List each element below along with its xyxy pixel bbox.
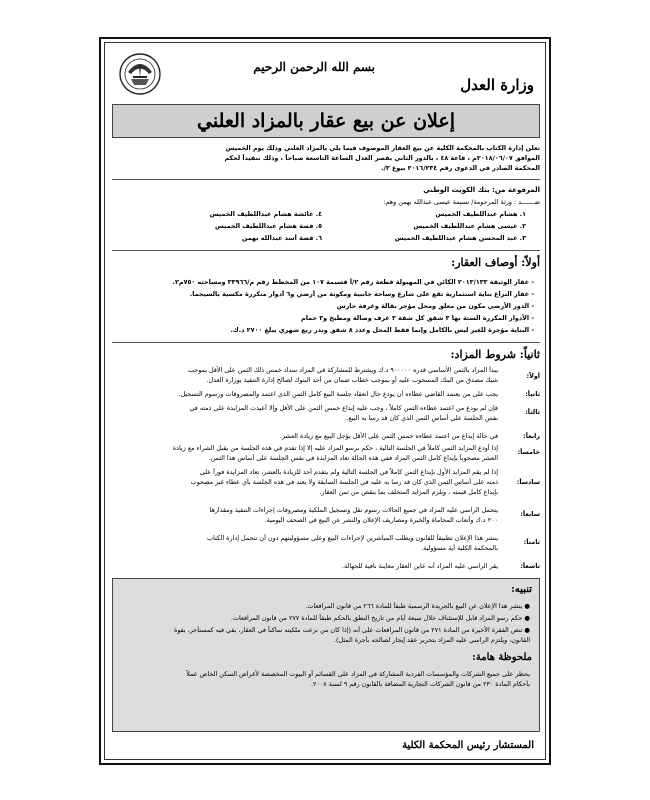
condition-text: بالمحكمة الكلية أية مسؤولية. xyxy=(421,544,498,552)
condition-text: إذا أودع المزايد الثمن كاملاً في الجلسة التالية ، حكم برسو المزاد عليه إلا إذا تقدم في هذه الجلسة من يقبل الشراء مع زيادة xyxy=(172,444,498,452)
heir-item: ١. هشام عبداللطيف الخميس xyxy=(435,210,526,218)
heir-item: ٣. عبد المحسن هشام عبداللطيف الخميس xyxy=(394,234,526,242)
notice-item: ● حكم رسو المزاد قابل للإستئناف خلال سبعة أيام من تاريخ النطق بالحكم طبقاً للمادة ٢٧٧ من قانون المرافعات. xyxy=(230,614,530,622)
description-item: - عقار الوثيقة ٢٠١٣/١٣٣ الكائن في المهبولة قطعة رقم ٢/أ قسيمة ١٠٧ من المخطط رقم م/٣٣٩٦٦ ومساحته ٧٥٠م٢. xyxy=(172,278,534,286)
condition-text: نفس الجلسة على أساس الثمن الذي كان قد رسا به البيع. xyxy=(346,414,498,422)
announcement-title: إعلان عن بيع عقار بالمزاد العلني xyxy=(197,110,455,132)
descriptions-heading: أولاً: أوصاف العقار: xyxy=(451,256,540,269)
condition-label: ثالثاً: xyxy=(525,408,540,416)
condition-label: رابعاً: xyxy=(523,432,540,440)
plaintiff: المرفوعة من: بنك الكويت الوطني xyxy=(423,186,540,194)
condition-label: ثانياً: xyxy=(525,390,540,398)
note-line: يحظر على جميع الشركات والمؤسسات الفردية المشاركة في المزاد على القسائم أو البيوت المخصصة لأغراض السكن الخاص عملاً xyxy=(186,670,530,678)
heir-item: ٦. فضة أسد عبدالله بهمن xyxy=(241,234,322,242)
condition-label: تاسعاً: xyxy=(520,562,540,570)
basmala: بسم الله الرحمن الرحيم xyxy=(253,60,375,74)
note-line: بأحكام المادة ٢٣٠ من قانون الشركات التجارية المضافة بالقانون رقم ٩ لسنة ٢٠٠٨. xyxy=(310,680,530,688)
notice-heading: تنبيه: xyxy=(511,584,532,595)
condition-text: إذا لم يقم المزايد الأول بإيداع الثمن كاملاً في الجلسة التالية ولم يتقدم أحد للزيادة بالعشر، تعاد المزايدة فوراً على xyxy=(199,468,498,476)
condition-text: يتحمل الراسي عليه المزاد في جميع الحالات رسوم نقل وتسجيل الملكية ومصروفات إجراءات التنفيذ ومقدارها xyxy=(209,506,498,514)
notice-item: ● ينشر هذا الإعلان عن البيع بالجريدة الرسمية طبقاً للمادة ٢٦٦ من قانون المرافعات. xyxy=(305,602,530,610)
condition-text: يجب على من يعتمد القاضي عطاءه أن يودع حال انعقاد جلسة البيع كامل الثمن الذي اعتمد والمصروفات ورسوم التسجيل. xyxy=(178,390,498,398)
condition-label: خامساً: xyxy=(517,448,540,456)
announcement-title-bar xyxy=(112,104,540,138)
divider xyxy=(112,179,540,180)
notice-item: القانون، ويلتزم الراسي عليه المزاد بتحرير عقد إيجار لصالحه بأجرة المثل). xyxy=(334,636,530,644)
condition-text: العشر مصحوباً بإيداع كامل الثمن المزاد ففي هذه الحالة تعاد المزايدة في نفس الجلسة على أساس هذا الثمن. xyxy=(208,454,498,462)
intro-line: الموافق ٢٠١٨/٠٦/٠٧م ، قاعة ٤٨ ، بالدور الثاني بقصر العدل الساعة التاسعة صباحاً ، وذلك تنفيذاً لحكم xyxy=(224,154,540,162)
condition-text: ذمته على أساس الثمن الذي كان قد رسا به عليه في الجلسة السابقة ولا يعتد في هذه الجلسة بأي عطاء غير مصحوب xyxy=(190,478,498,486)
condition-text: يقر الراسي عليه المزاد أنه عاين العقار معاينة نافية للجهالة. xyxy=(341,562,498,570)
divider xyxy=(112,250,540,251)
defendants-heading: ضـــــــد : ورثة المرحومة/ نسيمة عيسى عبدالله بهمن وهم: xyxy=(383,198,540,206)
description-item: - الأدوار المكررة الستة بها ٣ شقق كل شقة ٣ غرف وصالة ومطبخ و٣ حمام xyxy=(301,314,534,322)
conditions-heading: ثانياً: شروط المزاد: xyxy=(450,348,540,361)
ministry-name: وزارة العدل xyxy=(460,76,534,94)
condition-text: بإيداع كامل قيمته ، ويلزم المزايد المتخلف بما ينقص من ثمن العقار. xyxy=(319,488,498,496)
signature: المستشار رئيس المحكمة الكلية xyxy=(402,740,534,751)
notice-item: ● تنص الفقرة الأخيرة من المادة ٢٧١ من قانون المرافعات على أنه (إذا كان من نزعت ملكيته ساكناً في العقار، بقي فيه كمستأجر، بقوة xyxy=(174,626,530,634)
condition-label: ثامناً: xyxy=(523,538,540,546)
note-heading: ملحوظة هامة: xyxy=(472,652,532,663)
kuwait-emblem-icon xyxy=(118,52,162,96)
condition-label: سادساً: xyxy=(516,478,540,486)
heir-item: ٥. فضة هشام عبداللطيف الخميس xyxy=(214,222,322,230)
heir-item: ٤. عائشة هشام عبداللطيف الخميس xyxy=(209,210,322,218)
divider xyxy=(112,342,540,343)
condition-text: في حالة إيداع من اعتمد عطاءه خمس الثمن على الأقل يؤجل البيع مع زيادة العشر. xyxy=(279,432,498,440)
description-item: - الدور الأرضي مكون من معلق ومحل مؤجر بقالة وغرفة حارس xyxy=(336,302,534,310)
description-item: - البناية مؤجرة للغير ليس بالكامل وإنما فقط المحل وعدد ٨ شقق وتدر ريع شهري يبلغ ٢٧٠٠ د.ك. xyxy=(230,326,534,334)
description-item: - عقار النزاع بناية استثمارية تقع على شارع وساحة جانبية ومكونة من أرضي و٦ أدوار متكررة مكسية بالسيجما. xyxy=(189,290,534,298)
heir-item: ٢. عيسى هشام عبداللطيف الخميس xyxy=(413,222,526,230)
intro-line: تعلن إدارة الكتاب بالمحكمة الكلية عن بيع العقار الموصوف فيما يلي بالمزاد العلني وذلك يوم الخميس xyxy=(225,144,540,152)
condition-text: فإن لم يودع من اعتمد عطاءه الثمن كاملاً ، وجب عليه إيداع خمس الثمن على الأقل وإلا أعيدت المزايدة على ذمته في xyxy=(189,404,498,412)
condition-text: يبدأ المزاد بالثمن الأساسي قدره ٩٠٠٠٠٠ د.ك ويشترط للمشاركة في المزاد سداد خمس ذلك الثمن على الأقل بموجب xyxy=(187,366,498,374)
condition-label: سابعاً: xyxy=(520,510,540,518)
condition-text: شيك مصدق من البنك المسحوب عليه أو بموجب خطاب ضمان من أحد البنوك لصالح إدارة التنفيذ بوزارة العدل. xyxy=(206,376,498,384)
condition-label: أولاً: xyxy=(526,372,540,380)
condition-text: ٢٠٠ د.ك وأتعاب المحاماة والخبرة ومصاريف الإعلان والنشر عن البيع في الصحف اليومية. xyxy=(264,516,498,524)
condition-text: ينشر هذا الإعلان تطبيقاً للقانون ويطلب المباشرين لإجراءات البيع وعلى مسؤوليتهم دون أن تتحمل إدارة الكتاب xyxy=(207,534,498,542)
intro-line: المحكمة الصادر في الدعوى رقم ٢٠١٦/٢٣٤ بيوع ٣/. xyxy=(381,164,540,172)
